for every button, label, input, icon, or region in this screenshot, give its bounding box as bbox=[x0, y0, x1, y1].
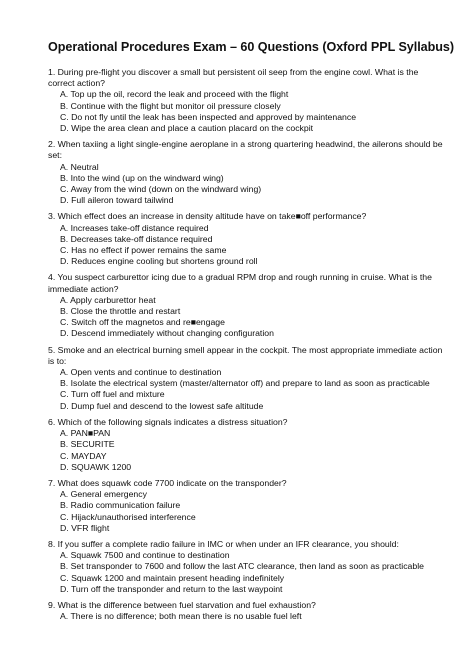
question-item bbox=[48, 539, 444, 595]
answer-option: B. SECURITE bbox=[60, 439, 115, 450]
answer-option: A. Top up the oil, record the leak and proceed with the flight bbox=[60, 89, 289, 100]
question-text: 1. During pre-flight you discover a small but persistent oil seep from the engine cowl. What is the correct action? bbox=[48, 67, 419, 89]
answer-option: C. Hijack/unauthorised interference bbox=[60, 511, 196, 522]
answer-option: D. VFR flight bbox=[60, 522, 110, 533]
answer-option: B. Radio communication failure bbox=[60, 500, 181, 511]
option-list bbox=[48, 367, 444, 412]
answer-option: D. Descend immediately without changing configuration bbox=[60, 328, 274, 339]
option-list bbox=[48, 162, 444, 207]
answer-option: C. Away from the wind (down on the windward wing) bbox=[60, 184, 262, 195]
option-list bbox=[48, 428, 444, 473]
answer-option: A. There is no difference; both mean there is no usable fuel left bbox=[60, 611, 302, 622]
answer-option: C. Do not fly until the leak has been inspected and approved by maintenance bbox=[60, 111, 357, 122]
question-item bbox=[48, 478, 444, 534]
question-item bbox=[48, 272, 444, 339]
answer-option: D. Wipe the area clean and place a caution placard on the cockpit bbox=[60, 123, 314, 134]
question-item bbox=[48, 139, 444, 206]
question-text: 6. Which of the following signals indicates a distress situation? bbox=[48, 416, 288, 427]
answer-option: D. Reduces engine cooling but shortens ground roll bbox=[60, 256, 258, 267]
question-text: 4. You suspect carburettor icing due to a gradual RPM drop and rough running in cruise. What is the immediate action? bbox=[48, 272, 432, 294]
answer-option: C. Switch off the magnetos and re■engage bbox=[60, 317, 225, 328]
answer-option: D. Turn off the transponder and return to the last waypoint bbox=[60, 583, 283, 594]
answer-option: D. SQUAWK 1200 bbox=[60, 461, 132, 472]
option-list bbox=[48, 489, 444, 534]
answer-option: A. Squawk 7500 and continue to destination bbox=[60, 550, 230, 561]
question-item bbox=[48, 211, 444, 267]
option-list bbox=[48, 295, 444, 340]
question-text: 9. What is the difference between fuel starvation and fuel exhaustion? bbox=[48, 599, 316, 610]
question-text: 7. What does squawk code 7700 indicate on the transponder? bbox=[48, 477, 287, 488]
question-item bbox=[48, 345, 444, 412]
answer-option: D. Dump fuel and descend to the lowest safe altitude bbox=[60, 400, 264, 411]
answer-option: D. Full aileron toward tailwind bbox=[60, 195, 174, 206]
answer-option: C. Turn off fuel and mixture bbox=[60, 389, 165, 400]
answer-option: C. Has no effect if power remains the same bbox=[60, 245, 227, 256]
question-text: 5. Smoke and an electrical burning smell appear in the cockpit. The most appropriate immediate action is to: bbox=[48, 344, 443, 366]
answer-option: B. Set transponder to 7600 and follow the last ATC clearance, then land as soon as practicable bbox=[60, 561, 424, 572]
answer-option: B. Into the wind (up on the windward wing) bbox=[60, 172, 224, 183]
question-item bbox=[48, 600, 444, 622]
answer-option: A. Apply carburettor heat bbox=[60, 294, 156, 305]
answer-option: C. MAYDAY bbox=[60, 450, 107, 461]
option-list bbox=[48, 223, 444, 268]
answer-option: B. Close the throttle and restart bbox=[60, 306, 181, 317]
answer-option: A. PAN■PAN bbox=[60, 428, 111, 439]
answer-option: B. Isolate the electrical system (master/alternator off) and prepare to land as soon as practicable bbox=[60, 378, 430, 389]
question-text: 2. When taxiing a light single-engine aeroplane in a strong quartering headwind, the ailerons should be set: bbox=[48, 139, 443, 161]
option-list bbox=[48, 89, 444, 134]
question-text: 3. Which effect does an increase in density altitude have on take■off performance? bbox=[48, 211, 367, 222]
answer-option: A. Open vents and continue to destination bbox=[60, 367, 222, 378]
answer-option: C. Squawk 1200 and maintain present heading indefinitely bbox=[60, 572, 285, 583]
option-list bbox=[48, 550, 444, 595]
answer-option: A. General emergency bbox=[60, 489, 147, 500]
answer-option: B. Decreases take-off distance required bbox=[60, 233, 213, 244]
question-text: 8. If you suffer a complete radio failure in IMC or when under an IFR clearance, you should: bbox=[48, 538, 399, 549]
option-list bbox=[48, 611, 444, 622]
answer-option: A. Neutral bbox=[60, 161, 99, 172]
question-list bbox=[48, 67, 444, 622]
question-item bbox=[48, 67, 444, 134]
page-title: Operational Procedures Exam – 60 Questions (Oxford PPL Syllabus) bbox=[48, 40, 454, 54]
question-item bbox=[48, 417, 444, 473]
answer-option: B. Continue with the flight but monitor oil pressure closely bbox=[60, 100, 281, 111]
answer-option: A. Increases take-off distance required bbox=[60, 222, 209, 233]
